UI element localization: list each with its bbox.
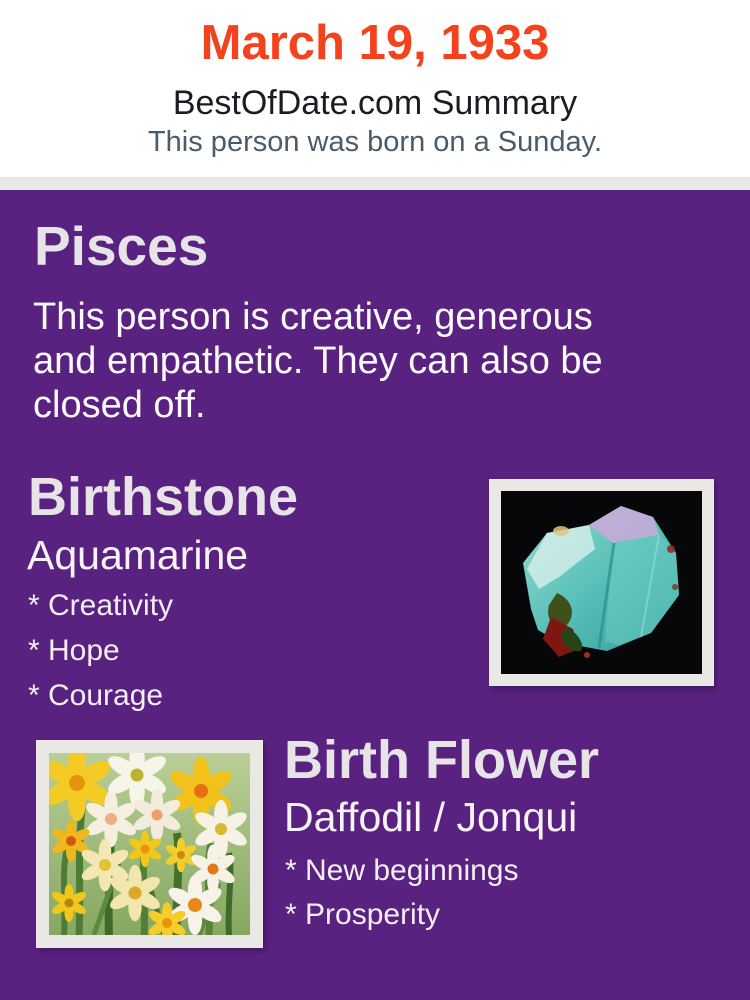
birthstone-traits-list bbox=[28, 583, 173, 718]
main-panel bbox=[0, 190, 750, 1000]
zodiac-description-line-3: closed off. bbox=[33, 384, 206, 426]
birth-flower-traits-list bbox=[285, 849, 518, 937]
zodiac-description-line-1: This person is creative, generous bbox=[33, 296, 593, 338]
birth-flower-trait: * New beginnings bbox=[285, 854, 519, 887]
zodiac-sign-heading: Pisces bbox=[34, 215, 209, 277]
header bbox=[0, 0, 750, 177]
daffodil-flowers-image bbox=[49, 753, 250, 935]
zodiac-description bbox=[33, 295, 603, 427]
birth-flower-photo bbox=[36, 740, 263, 948]
date-title: March 19, 1933 bbox=[200, 16, 550, 70]
divider-band bbox=[0, 177, 750, 190]
birth-flower-trait: * Prosperity bbox=[285, 898, 441, 931]
birthstone-trait: * Creativity bbox=[28, 589, 174, 622]
born-day-line: This person was born on a Sunday. bbox=[147, 126, 603, 158]
birth-flower-heading: Birth Flower bbox=[284, 730, 600, 790]
aquamarine-stone-image bbox=[501, 491, 702, 674]
birthstone-name: Aquamarine bbox=[27, 532, 249, 578]
zodiac-description-line-2: and empathetic. They can also be bbox=[33, 340, 603, 382]
birthstone-heading: Birthstone bbox=[28, 467, 298, 527]
birthstone-trait: * Courage bbox=[28, 679, 164, 712]
birthstone-trait: * Hope bbox=[28, 634, 120, 667]
birthstone-photo bbox=[489, 479, 714, 686]
birth-flower-name: Daffodil / Jonqui bbox=[284, 794, 578, 840]
site-summary-title: BestOfDate.com Summary bbox=[172, 84, 578, 122]
